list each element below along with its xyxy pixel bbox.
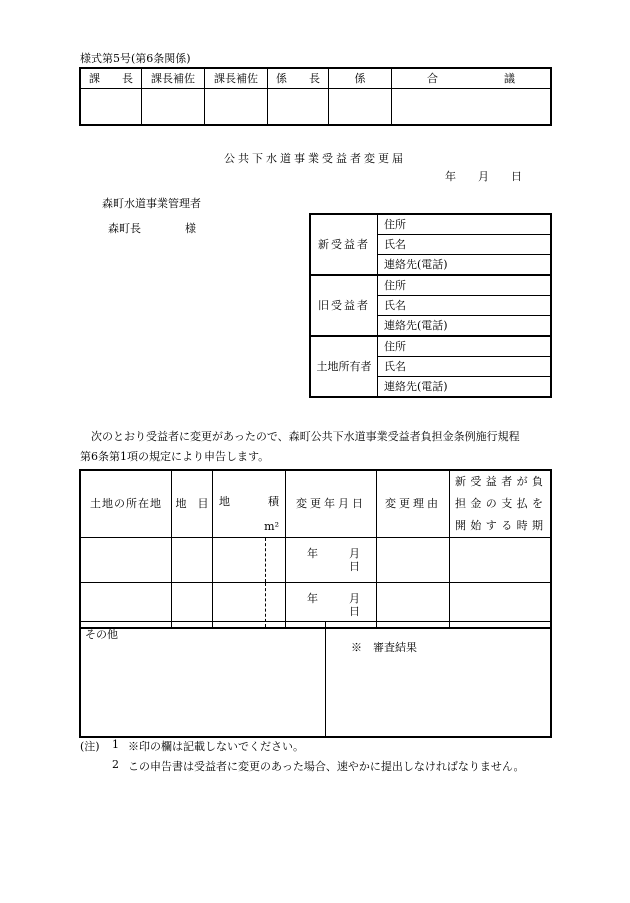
note-2-number: 2 — [112, 758, 119, 771]
party-field[interactable]: 住所 — [378, 275, 552, 296]
form-number: 様式第5号(第6条関係) — [80, 52, 191, 65]
area-divider — [265, 538, 266, 582]
notes-prefix: (注) — [80, 740, 100, 753]
payment-start-cell[interactable] — [450, 538, 552, 583]
header-chimoku: 地 目 — [172, 470, 213, 538]
reason-cell[interactable] — [377, 538, 450, 583]
party-field[interactable]: 連絡先(電話) — [378, 255, 552, 276]
party-field[interactable]: 氏名 — [378, 296, 552, 316]
party-table — [309, 213, 552, 398]
approval-stamp-cell[interactable] — [142, 89, 205, 126]
note-1-text: ※印の欄は記載しないでください。 — [128, 740, 304, 753]
note-1-number: 1 — [112, 738, 119, 751]
approval-stamp-cell[interactable] — [329, 89, 392, 126]
party-field[interactable]: 氏名 — [378, 357, 552, 377]
review-label: ※ 審査結果 — [350, 641, 417, 655]
change-date-cell[interactable]: 年 月 日 — [286, 583, 377, 629]
review-cell — [326, 622, 552, 738]
party-field[interactable]: 住所 — [378, 214, 552, 235]
addressee-manager: 森町水道事業管理者 — [102, 197, 201, 210]
approval-header: 合 議 — [392, 68, 552, 89]
party-label: 土地所有者 — [310, 336, 378, 397]
approval-stamp-cell[interactable] — [392, 89, 552, 126]
note-2-text: この申告書は受益者に変更のあった場合、速やかに提出しなければなりません。 — [128, 760, 525, 773]
party-field[interactable]: 氏名 — [378, 235, 552, 255]
date-line: 年 月 日 — [445, 170, 522, 183]
other-label: その他 — [85, 628, 118, 641]
other-cell[interactable] — [80, 622, 326, 738]
approval-header: 係 — [329, 68, 392, 89]
party-field[interactable]: 連絡先(電話) — [378, 377, 552, 398]
header-area-unit: m² — [264, 519, 279, 533]
approval-header: 課 長 — [80, 68, 142, 89]
area-cell[interactable] — [213, 538, 286, 583]
header-area — [213, 470, 286, 538]
header-change-date: 変更年月日 — [286, 470, 377, 538]
approval-stamp-cell[interactable] — [268, 89, 329, 126]
party-field[interactable]: 連絡先(電話) — [378, 316, 552, 337]
location-cell[interactable] — [80, 538, 172, 583]
party-field[interactable]: 住所 — [378, 336, 552, 357]
header-area-right: 積 — [268, 495, 279, 509]
approval-stamp-cell[interactable] — [80, 89, 142, 126]
approval-header: 課長補佐 — [142, 68, 205, 89]
party-label: 旧受益者 — [310, 275, 378, 336]
header-location: 土地の所在地 — [80, 470, 172, 538]
approval-header: 課長補佐 — [205, 68, 268, 89]
approval-header: 係 長 — [268, 68, 329, 89]
approval-stamp-cell[interactable] — [205, 89, 268, 126]
statement-line-2: 第6条第1項の規定により申告します。 — [80, 450, 270, 463]
header-area-left: 地 — [219, 495, 230, 509]
change-details-table — [79, 469, 552, 629]
other-review-table — [79, 621, 552, 738]
header-reason: 変更理由 — [377, 470, 450, 538]
party-label: 新受益者 — [310, 214, 378, 275]
header-payment-start: 新受益者が負担金の支払を開始する時期 — [450, 470, 552, 538]
change-date-cell[interactable]: 年 月 日 — [286, 538, 377, 583]
approval-table — [79, 67, 552, 126]
page-title: 公共下水道事業受益者変更届 — [224, 152, 406, 165]
chimoku-cell[interactable] — [172, 538, 213, 583]
statement-line-1: 次のとおり受益者に変更があったので、森町公共下水道事業受益者負担金条例施行規程 — [80, 430, 520, 443]
addressee-mayor: 森町長 様 — [108, 222, 196, 235]
